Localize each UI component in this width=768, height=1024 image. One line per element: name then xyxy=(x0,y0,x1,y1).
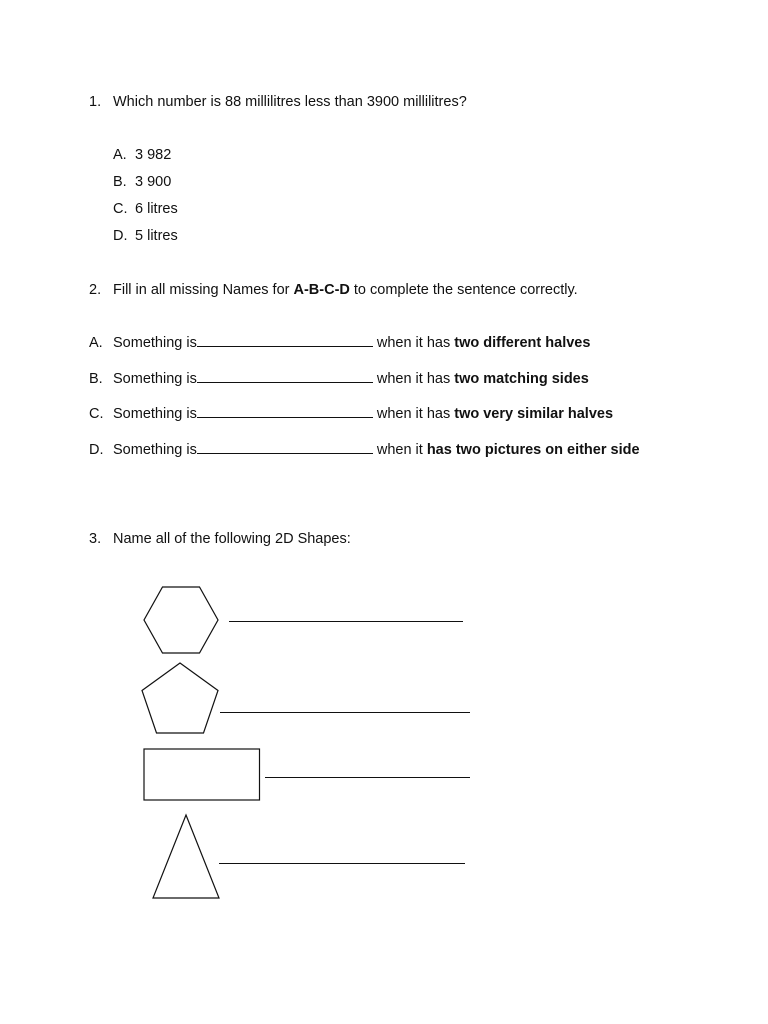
item-prefix: Something is xyxy=(113,406,197,422)
q3-text: Name all of the following 2D Shapes: xyxy=(113,531,351,547)
option-text: 3 982 xyxy=(135,147,172,163)
item-bold: has two pictures on either side xyxy=(426,442,640,458)
option-letter: A. xyxy=(113,147,127,163)
q2-text-after: to complete the sentence correctly. xyxy=(349,282,578,298)
hexagon-icon xyxy=(144,587,218,653)
q2-text-before: Fill in all missing Names for xyxy=(113,282,294,298)
option-letter: B. xyxy=(113,174,127,190)
q3-number: 3. xyxy=(89,531,102,547)
item-letter: C. xyxy=(89,406,104,422)
option-letter: C. xyxy=(113,201,128,217)
item-middle: when it xyxy=(372,442,427,458)
item-bold: two different halves xyxy=(454,335,591,351)
item-letter: B. xyxy=(89,371,103,387)
option-text: 6 litres xyxy=(135,201,178,217)
pentagon-answer-line[interactable] xyxy=(220,712,470,713)
hexagon-answer-line[interactable] xyxy=(229,621,463,622)
item-letter: D. xyxy=(89,442,104,458)
item-letter: A. xyxy=(89,335,103,351)
q1-text: Which number is 88 millilitres less than 3900 millilitres? xyxy=(113,94,467,110)
item-prefix: Something is xyxy=(113,442,197,458)
item-bold: two very similar halves xyxy=(454,406,614,422)
item-middle: when it has xyxy=(372,406,455,422)
option-letter: D. xyxy=(113,228,128,244)
pentagon-icon xyxy=(142,663,218,733)
option-text: 5 litres xyxy=(135,228,178,244)
item-middle: when it has xyxy=(372,371,455,387)
item-prefix: Something is xyxy=(113,371,197,387)
rectangle-answer-line[interactable] xyxy=(265,777,470,778)
q1-number: 1. xyxy=(89,94,102,110)
q2-text-bold: A-B-C-D xyxy=(293,282,350,298)
triangle-answer-line[interactable] xyxy=(219,863,465,864)
q2-number: 2. xyxy=(89,282,102,298)
rectangle-icon xyxy=(144,749,260,800)
item-prefix: Something is xyxy=(113,335,197,351)
item-middle: when it has xyxy=(372,335,455,351)
option-text: 3 900 xyxy=(135,174,172,190)
item-bold: two matching sides xyxy=(454,371,589,387)
triangle-icon xyxy=(153,815,219,898)
